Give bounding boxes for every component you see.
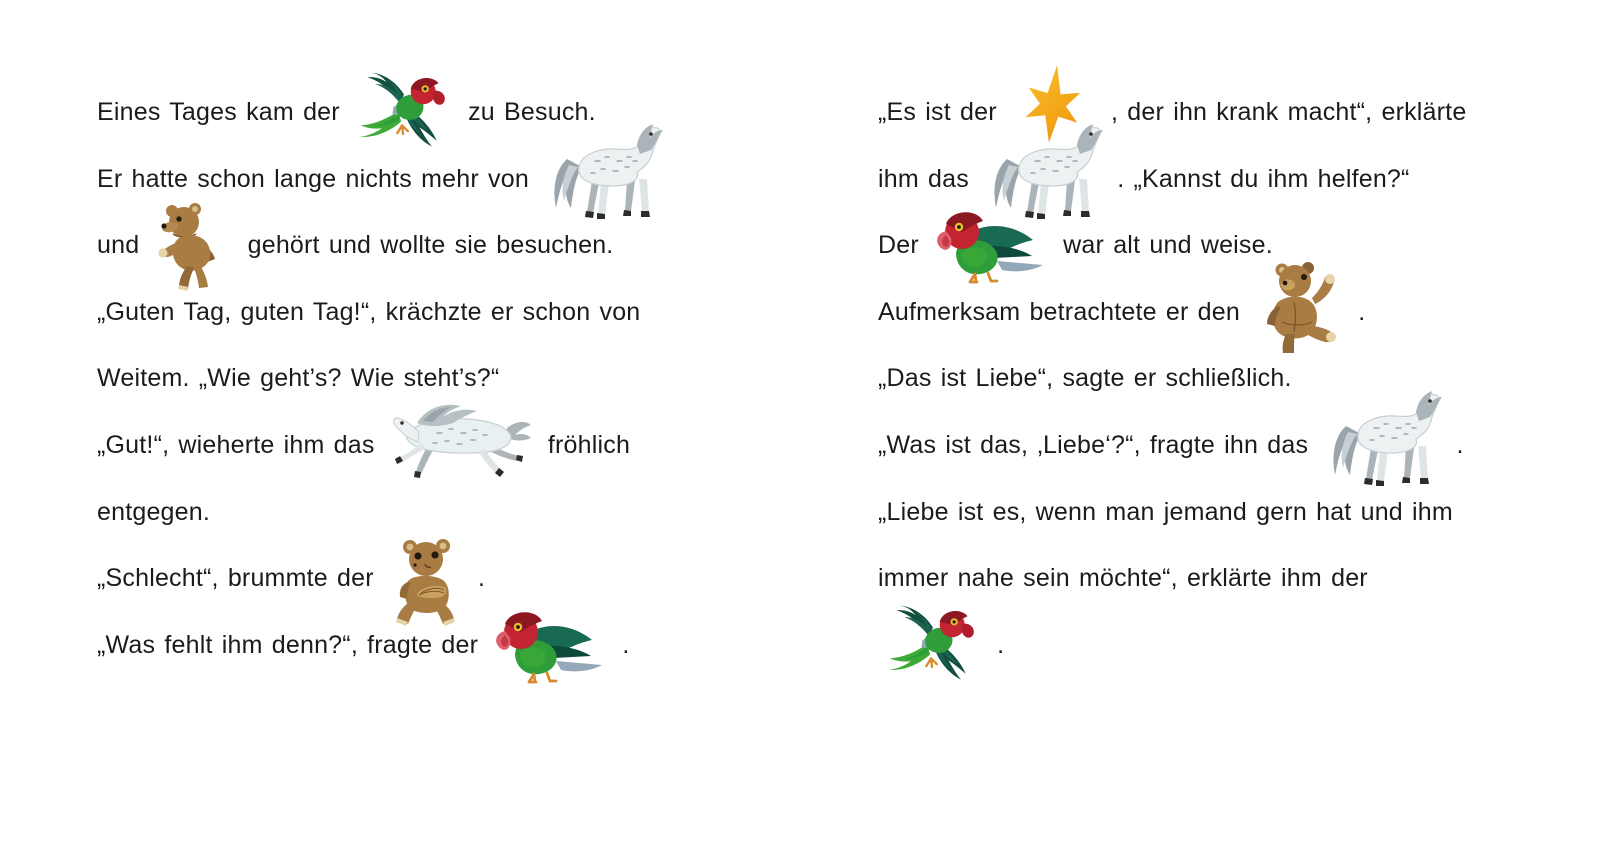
parrot-sitting-art (492, 605, 608, 685)
story-text: Aufmerksam betrachtete er den (878, 297, 1250, 326)
story-text: „Liebe ist es, wenn man jemand gern hat und ihm (878, 497, 1453, 526)
story-line (97, 428, 630, 462)
story-line (97, 495, 210, 529)
story-text: „Guten Tag, guten Tag!“, krächzte er schon von (97, 297, 641, 326)
story-line (878, 228, 1273, 262)
story-text: . (1447, 431, 1464, 459)
story-text: zu Besuch. (458, 98, 596, 126)
story-text: und (97, 231, 149, 260)
parrot-flying-art (883, 604, 983, 682)
teddy-walking-icon (153, 228, 233, 262)
story-text: immer nahe sein möchte“, erklärte ihm der (878, 564, 1368, 593)
story-line (878, 495, 1453, 529)
story-line (97, 295, 640, 329)
story-line (878, 162, 1410, 196)
story-text: entgegen. (97, 497, 211, 526)
horse-running-icon (389, 428, 534, 462)
teddy-waving-icon (1254, 295, 1344, 329)
story-text: „Was ist das, ‚Liebe‘?“, fragte ihn das (878, 431, 1318, 459)
parrot-flying-icon (354, 95, 454, 129)
story-line (878, 295, 1365, 329)
story-text: „Schlecht“, brummte der (97, 564, 383, 593)
parrot-sitting-art (933, 205, 1049, 285)
horse-standing-icon (983, 162, 1103, 196)
story-text: war alt und weise. (1054, 231, 1273, 260)
story-line (97, 361, 499, 395)
story-text: Der (878, 231, 929, 260)
story-line (878, 428, 1464, 462)
story-line (97, 95, 596, 129)
story-line (97, 162, 668, 196)
story-line (97, 228, 613, 262)
parrot-sitting-icon (933, 228, 1049, 262)
story-line (97, 628, 630, 662)
teddy-waving-art (1254, 260, 1344, 357)
story-text: . „Kannst du ihm helfen?“ (1108, 164, 1410, 193)
story-text: „Was fehlt ihm denn?“, fragte der (97, 630, 488, 659)
story-text: gehört und wollte sie besuchen. (238, 231, 614, 260)
story-text: . (1349, 297, 1366, 326)
parrot-flying-icon (883, 628, 983, 662)
story-text: Weitem. „Wie geht’s? Wie steht’s?“ (97, 364, 500, 393)
horse-standing-icon (543, 162, 663, 196)
parrot-sitting-icon (492, 628, 608, 662)
story-line (97, 561, 485, 595)
horse-standing-icon (1322, 428, 1442, 462)
story-text: Eines Tages kam der (97, 98, 349, 126)
story-text: „Gut!“, wieherte ihm das (97, 431, 384, 459)
story-text: , der ihn krank macht“, erklärte (1101, 98, 1467, 126)
story-line (878, 361, 1292, 395)
story-text: . (613, 630, 630, 659)
story-text: fröhlich (538, 431, 631, 459)
teddy-sitting-art (388, 536, 464, 626)
teddy-sitting-icon (388, 561, 464, 595)
story-line (878, 95, 1466, 129)
story-line (878, 561, 1368, 595)
story-text: . (468, 564, 486, 593)
story-line (878, 628, 1004, 662)
horse-standing-art (1322, 390, 1442, 487)
horse-running-art (389, 399, 534, 482)
story-text: ihm das (878, 164, 979, 193)
story-text: Er hatte schon lange nichts mehr von (97, 164, 539, 193)
parrot-flying-art (354, 71, 454, 149)
story-text: „Es ist der (878, 98, 1006, 126)
teddy-walking-art (153, 202, 233, 291)
story-text: „Das ist Liebe“, sagte er schließlich. (878, 364, 1292, 393)
horse-standing-art (543, 123, 663, 220)
story-text: . (988, 630, 1005, 659)
